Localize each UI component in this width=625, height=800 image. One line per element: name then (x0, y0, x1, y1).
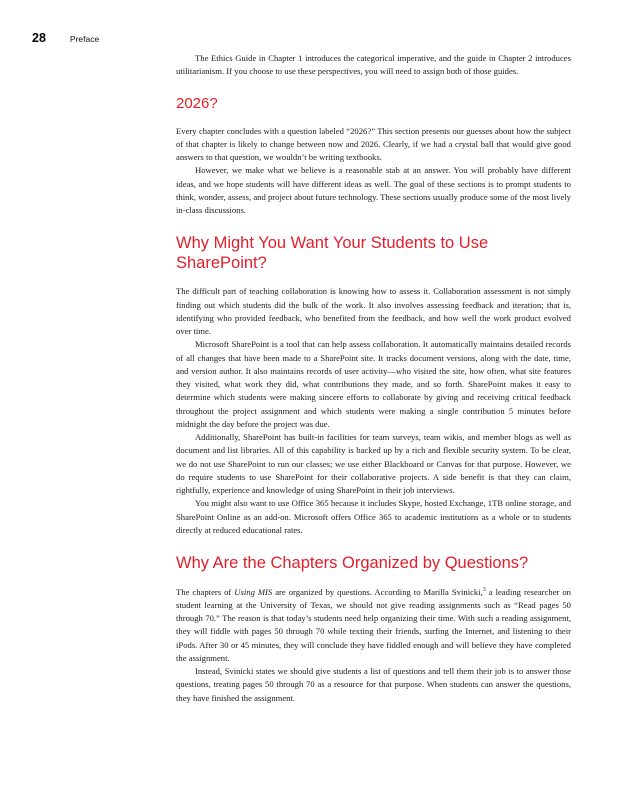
body-text (176, 52, 571, 705)
page-number: 28 (32, 31, 46, 45)
running-head (32, 29, 99, 45)
paragraph-2026-1: Every chapter concludes with a question labeled “2026?” This section presents our guesses about how the subject of that chapter is likely to change between now and 2026. Clearly, if we had a crystal ball that would give good answers to that question, we wouldn’t be writing textbooks. (176, 125, 571, 162)
heading-questions: Why Are the Chapters Organized by Questions? (176, 554, 529, 572)
questions-text-after: a leading researcher on student learning at the University of Texas, we should not give reading assignments such as “Read pages 50 through 70.” The reason is that today’s students need help organizing their time. With such a reading assignment, they will fiddle with pages 50 through 70 while texting their friends, surfing the Internet, and listening to their iPods. After 30 or 45 minutes, they will conclude they have fiddled enough and will believe they have completed the assignment. (176, 586, 571, 663)
questions-text-before: The chapters of (176, 586, 235, 597)
heading-2026: 2026? (176, 94, 218, 112)
paragraph-questions-2: Instead, Svinicki states we should give students a list of questions and tell them their job is to answer those questions, treating pages 50 through 70 as a resource for that purpose. When students can answer the questions, they have finished the assignment. (176, 666, 571, 703)
questions-text-mid: are organized by questions. According to Marilla Svinicki, (272, 586, 483, 597)
paragraph-sharepoint-3: Additionally, SharePoint has built-in facilities for team surveys, team wikis, and member blogs as well as document and list libraries. All of this capability is backed up by a rich and flexible security system. To be clear, we do not use SharePoint to run our classes; we use either Blackboard or Canvas for that purpose. However, we do require students to use SharePoint for their collaborative projects. A side benefit is that they can claim, rightfully, experience and knowledge of using SharePoint in their job interviews. (176, 432, 571, 495)
paragraph-2026-2: However, we make what we believe is a reasonable stab at an answer. You will probably have different ideas, and we hope students will have different ideas as well. The goal of these sections is to prompt students to think, wonder, assess, and project about future technology. These sections usually produce some of the most lively in-class discussions. (176, 165, 571, 215)
intro-paragraph: The Ethics Guide in Chapter 1 introduces the categorical imperative, and the guide in Chapter 2 introduces utilitarianism. If you choose to use these perspectives, you will need to assign both of those guides. (176, 53, 571, 77)
book-title: Using MIS (234, 586, 273, 597)
running-head-section: Preface (69, 34, 100, 44)
paragraph-sharepoint-2: Microsoft SharePoint is a tool that can help assess collaboration. It automatically maintains detailed records of all changes that have been made to a SharePoint site. It tracks document versions, along with the date, time, and version author. It also maintains records of user activity—who visited the site, how often, what site features they visited, what work they did, what contributions they made, and so forth. SharePoint makes it easy to determine which students were making sincere efforts to collaborate by giving and receiving critical feedback throughout the project assignment and which students were making a single contribution 5 minutes before midnight the day before the project was due. (176, 339, 571, 429)
footnote-marker: 3 (482, 586, 486, 593)
paragraph-sharepoint-4: You might also want to use Office 365 because it includes Skype, hosted Exchange, 1TB online storage, and SharePoint Online as an add-on. Microsoft offers Office 365 to academic institutions as a whole or to students directly at reduced educational rates. (176, 498, 571, 535)
paragraph-questions-1 (176, 586, 571, 666)
heading-sharepoint: Why Might You Want Your Students to Use SharePoint? (176, 234, 489, 272)
paragraph-sharepoint-1: The difficult part of teaching collaboration is knowing how to assess it. Collaboration assessment is not simply finding out which students did the bulk of the work. It also involves assessing feedback and iteration; that is, identifying who provided feedback, who benefited from the feedback, and how well the work product evolved over time. (176, 286, 571, 336)
